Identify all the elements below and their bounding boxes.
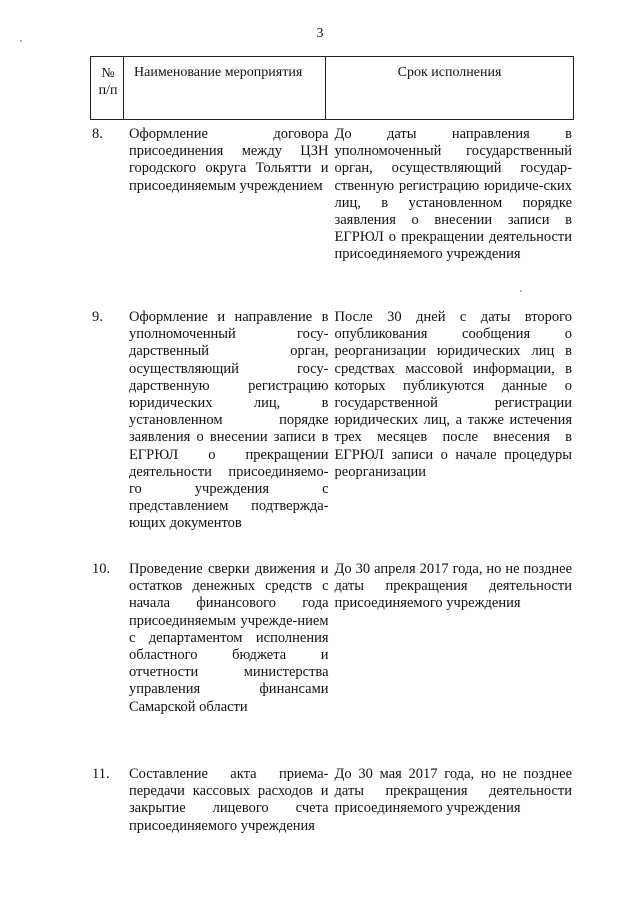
row-number: 10.: [92, 561, 111, 577]
table-row: [90, 126, 572, 264]
header-number-cell: [91, 57, 124, 119]
row-number: 9.: [92, 309, 103, 325]
row-deadline: После 30 дней с даты второго опубликования сообщения о реорганизации юридических лиц в средствах массовой информации, в которых публикуются данные о государственной регистрации юридических лиц, а также истечения трех месяцев после внесения в ЕГРЮЛ записи о начале процедуры реорганизации: [334, 309, 573, 480]
row-action: Оформление и направление в уполномоченный госу-дарственный орган, осуществляющий госу-дарственную регистрацию юридических лиц, в установленном порядке заявления о внесении записи в ЕГРЮЛ о прекращении деятельности присоединяемо-го учреждения с представлением подтвержда-ющих документов: [128, 309, 329, 532]
header-number-sublabel: п/п: [98, 83, 118, 98]
row-deadline: До 30 мая 2017 года, но не позднее даты прекращения деятельности присоединяемого учреждения: [334, 766, 573, 817]
row-number: 11.: [92, 766, 110, 782]
row-deadline: До даты направления в уполномоченный государственный орган, осуществляющий государ-ственную регистрацию юридиче-ских лиц, в установленном порядке заявления о внесении записи в ЕГРЮЛ о прекращении деятельности присоединяемого учреждения: [334, 126, 573, 263]
page-number: 3: [316, 26, 324, 41]
table-row: [90, 309, 572, 533]
table-header: [90, 56, 574, 120]
header-number-label: №: [101, 66, 115, 81]
row-action: Оформление договора присоединения между ЦЗН городского округа Тольятти и присоединяемым учреждением: [128, 126, 329, 194]
scan-speck: [20, 40, 22, 42]
table-row: [90, 561, 572, 716]
header-name-cell: Наименование мероприятия: [124, 57, 326, 119]
header-deadline-cell: Срок исполнения: [397, 65, 502, 80]
row-deadline: До 30 апреля 2017 года, но не позднее даты прекращения деятельности присоединяемого учреждения: [334, 561, 573, 612]
row-action: Проведение сверки движения и остатков денежных средств с начала финансового года присоединяемым учрежде-нием с департаментом исполнения областного бюджета и отчетности министерства управления финансами Самарской области: [128, 561, 329, 715]
row-number: 8.: [92, 126, 103, 142]
scan-speck: [520, 290, 522, 292]
row-action: Составление акта приема-передачи кассовых расходов и закрытие лицевого счета присоединяемого учреждения: [128, 766, 329, 834]
table-row: [90, 766, 572, 835]
